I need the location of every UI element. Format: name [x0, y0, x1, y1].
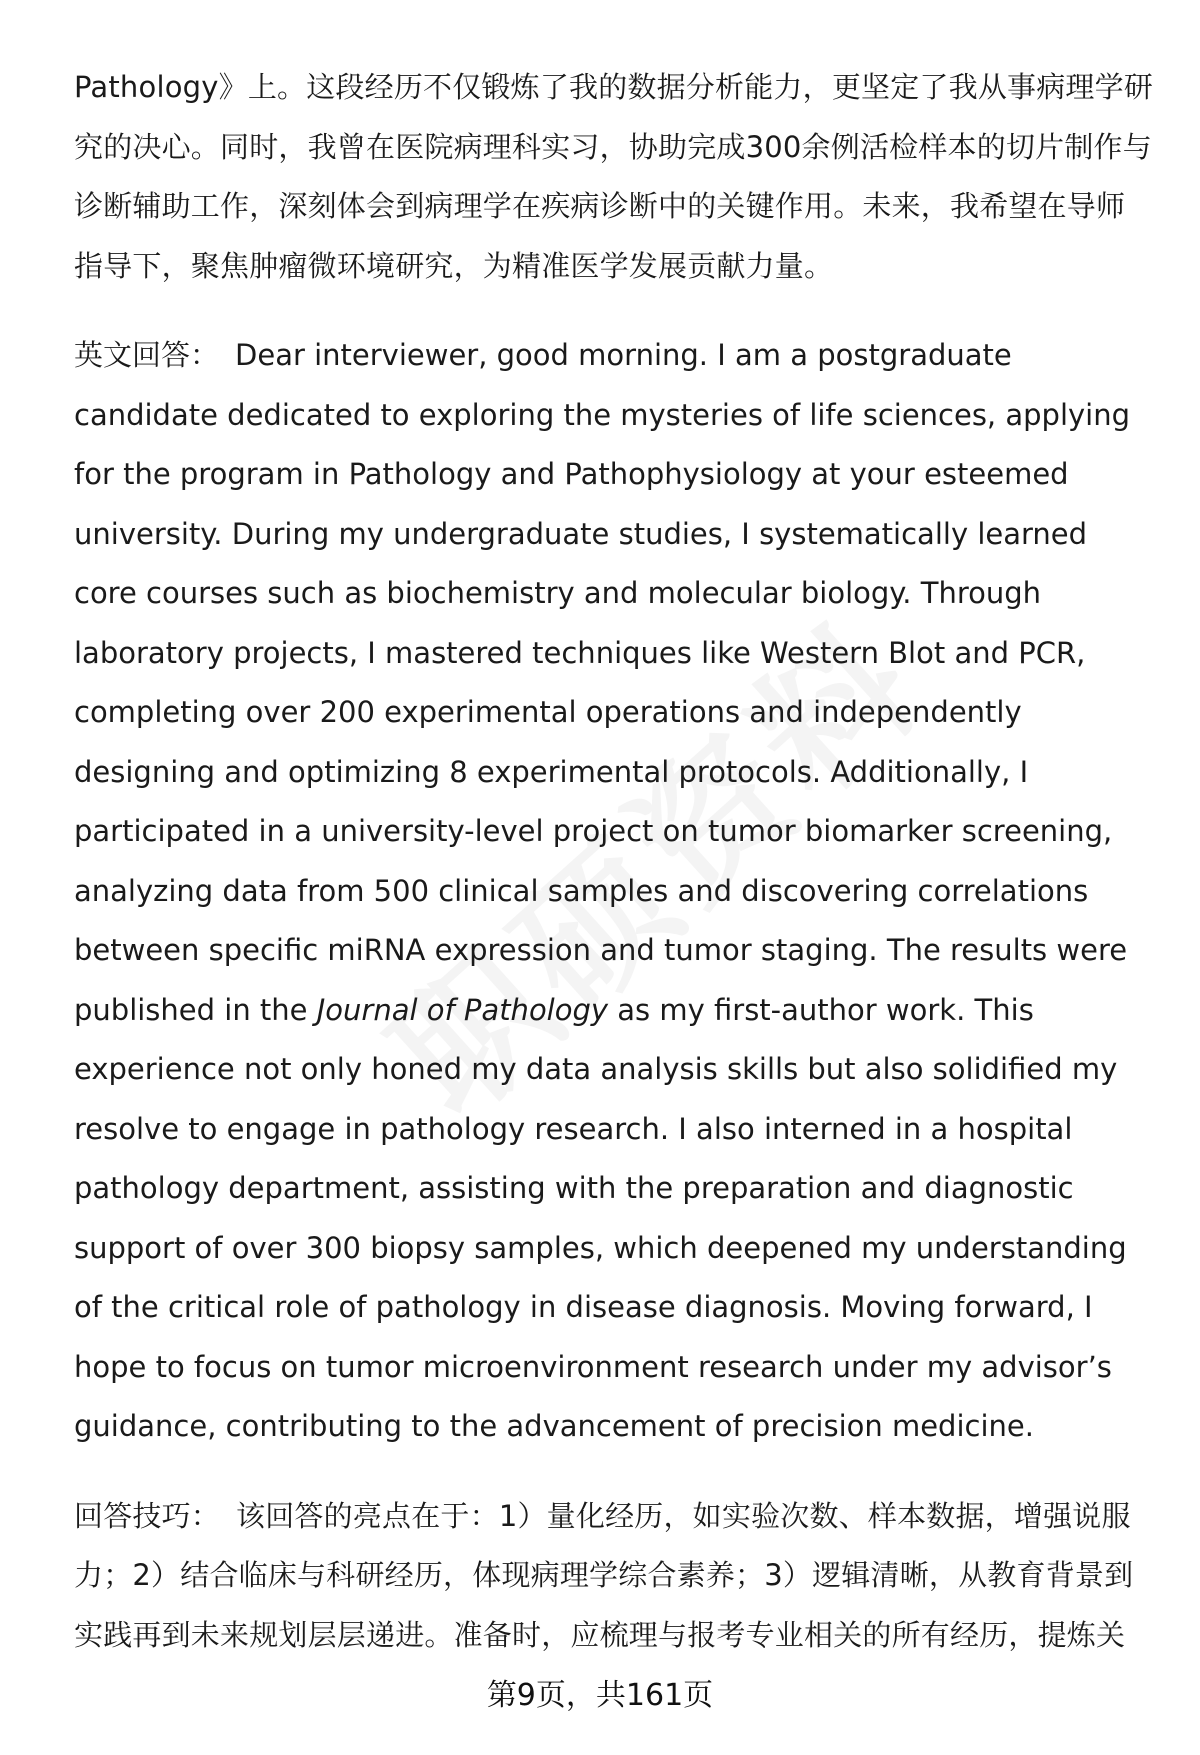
continued-paragraph: Pathology》上。这段经历不仅锻炼了我的数据分析能力，更坚定了我从事病理学研究的决心。同时，我曾在医院病理科实习，协助完成300余例活检样本的切片制作与诊断辅助工作，深刻体会到病理学在疾病诊断中的关键作用。未来，我希望在导师指导下，聚焦肿瘤微环境研究，为精准医学发展贡献力量。: [74, 70, 1154, 283]
english-answer-label: 英文回答：: [74, 338, 220, 372]
page-number-footer: 第9页，共161页: [486, 1678, 714, 1713]
answer-tips-label: 回答技巧：: [74, 1498, 221, 1533]
english-answer-paragraph: [74, 326, 1154, 1457]
answer-tips-paragraph: [74, 1487, 1154, 1666]
english-answer-text-2: as my first-author work. This experience not only honed my data analysis skills but also solidified my resolve to engage in pathology research. I also interned in a hospital pathology department, assisting with the preparation and diagnostic support of over 300 biopsy samples, which deepened my understanding of the critical role of pathology in disease diagnosis. Moving forward, I hope to focus on tumor microenvironment research under my advisor’s guidance, contributing to the advancement of precision medicine.: [74, 992, 1127, 1443]
english-answer-text-1: Dear interviewer, good morning. I am a postgraduate candidate dedicated to exploring the mysteries of life sciences, applying for the program in Pathology and Pathophysiology at your esteemed university. During my undergraduate studies, I systematically learned core courses such as biochemistry and molecular biology. Through laboratory projects, I mastered techniques like Western Blot and PCR, completing over 200 experimental operations and independently designing and optimizing 8 experimental protocols. Additionally, I participated in a university-level project on tumor biomarker screening, analyzing data from 500 clinical samples and discovering correlations between specific miRNA expression and tumor staging. The results were published in the: [74, 338, 1131, 1027]
page-content: [74, 58, 1154, 1665]
journal-title: Journal of Pathology: [316, 992, 609, 1027]
answer-tips-text: 该回答的亮点在于：1）量化经历，如实验次数、样本数据，增强说服力；2）结合临床与科研经历，体现病理学综合素养；3）逻辑清晰，从教育背景到实践再到未来规划层层递进。准备时，应梳理与报考专业相关的所有经历，提炼关: [74, 1498, 1134, 1652]
